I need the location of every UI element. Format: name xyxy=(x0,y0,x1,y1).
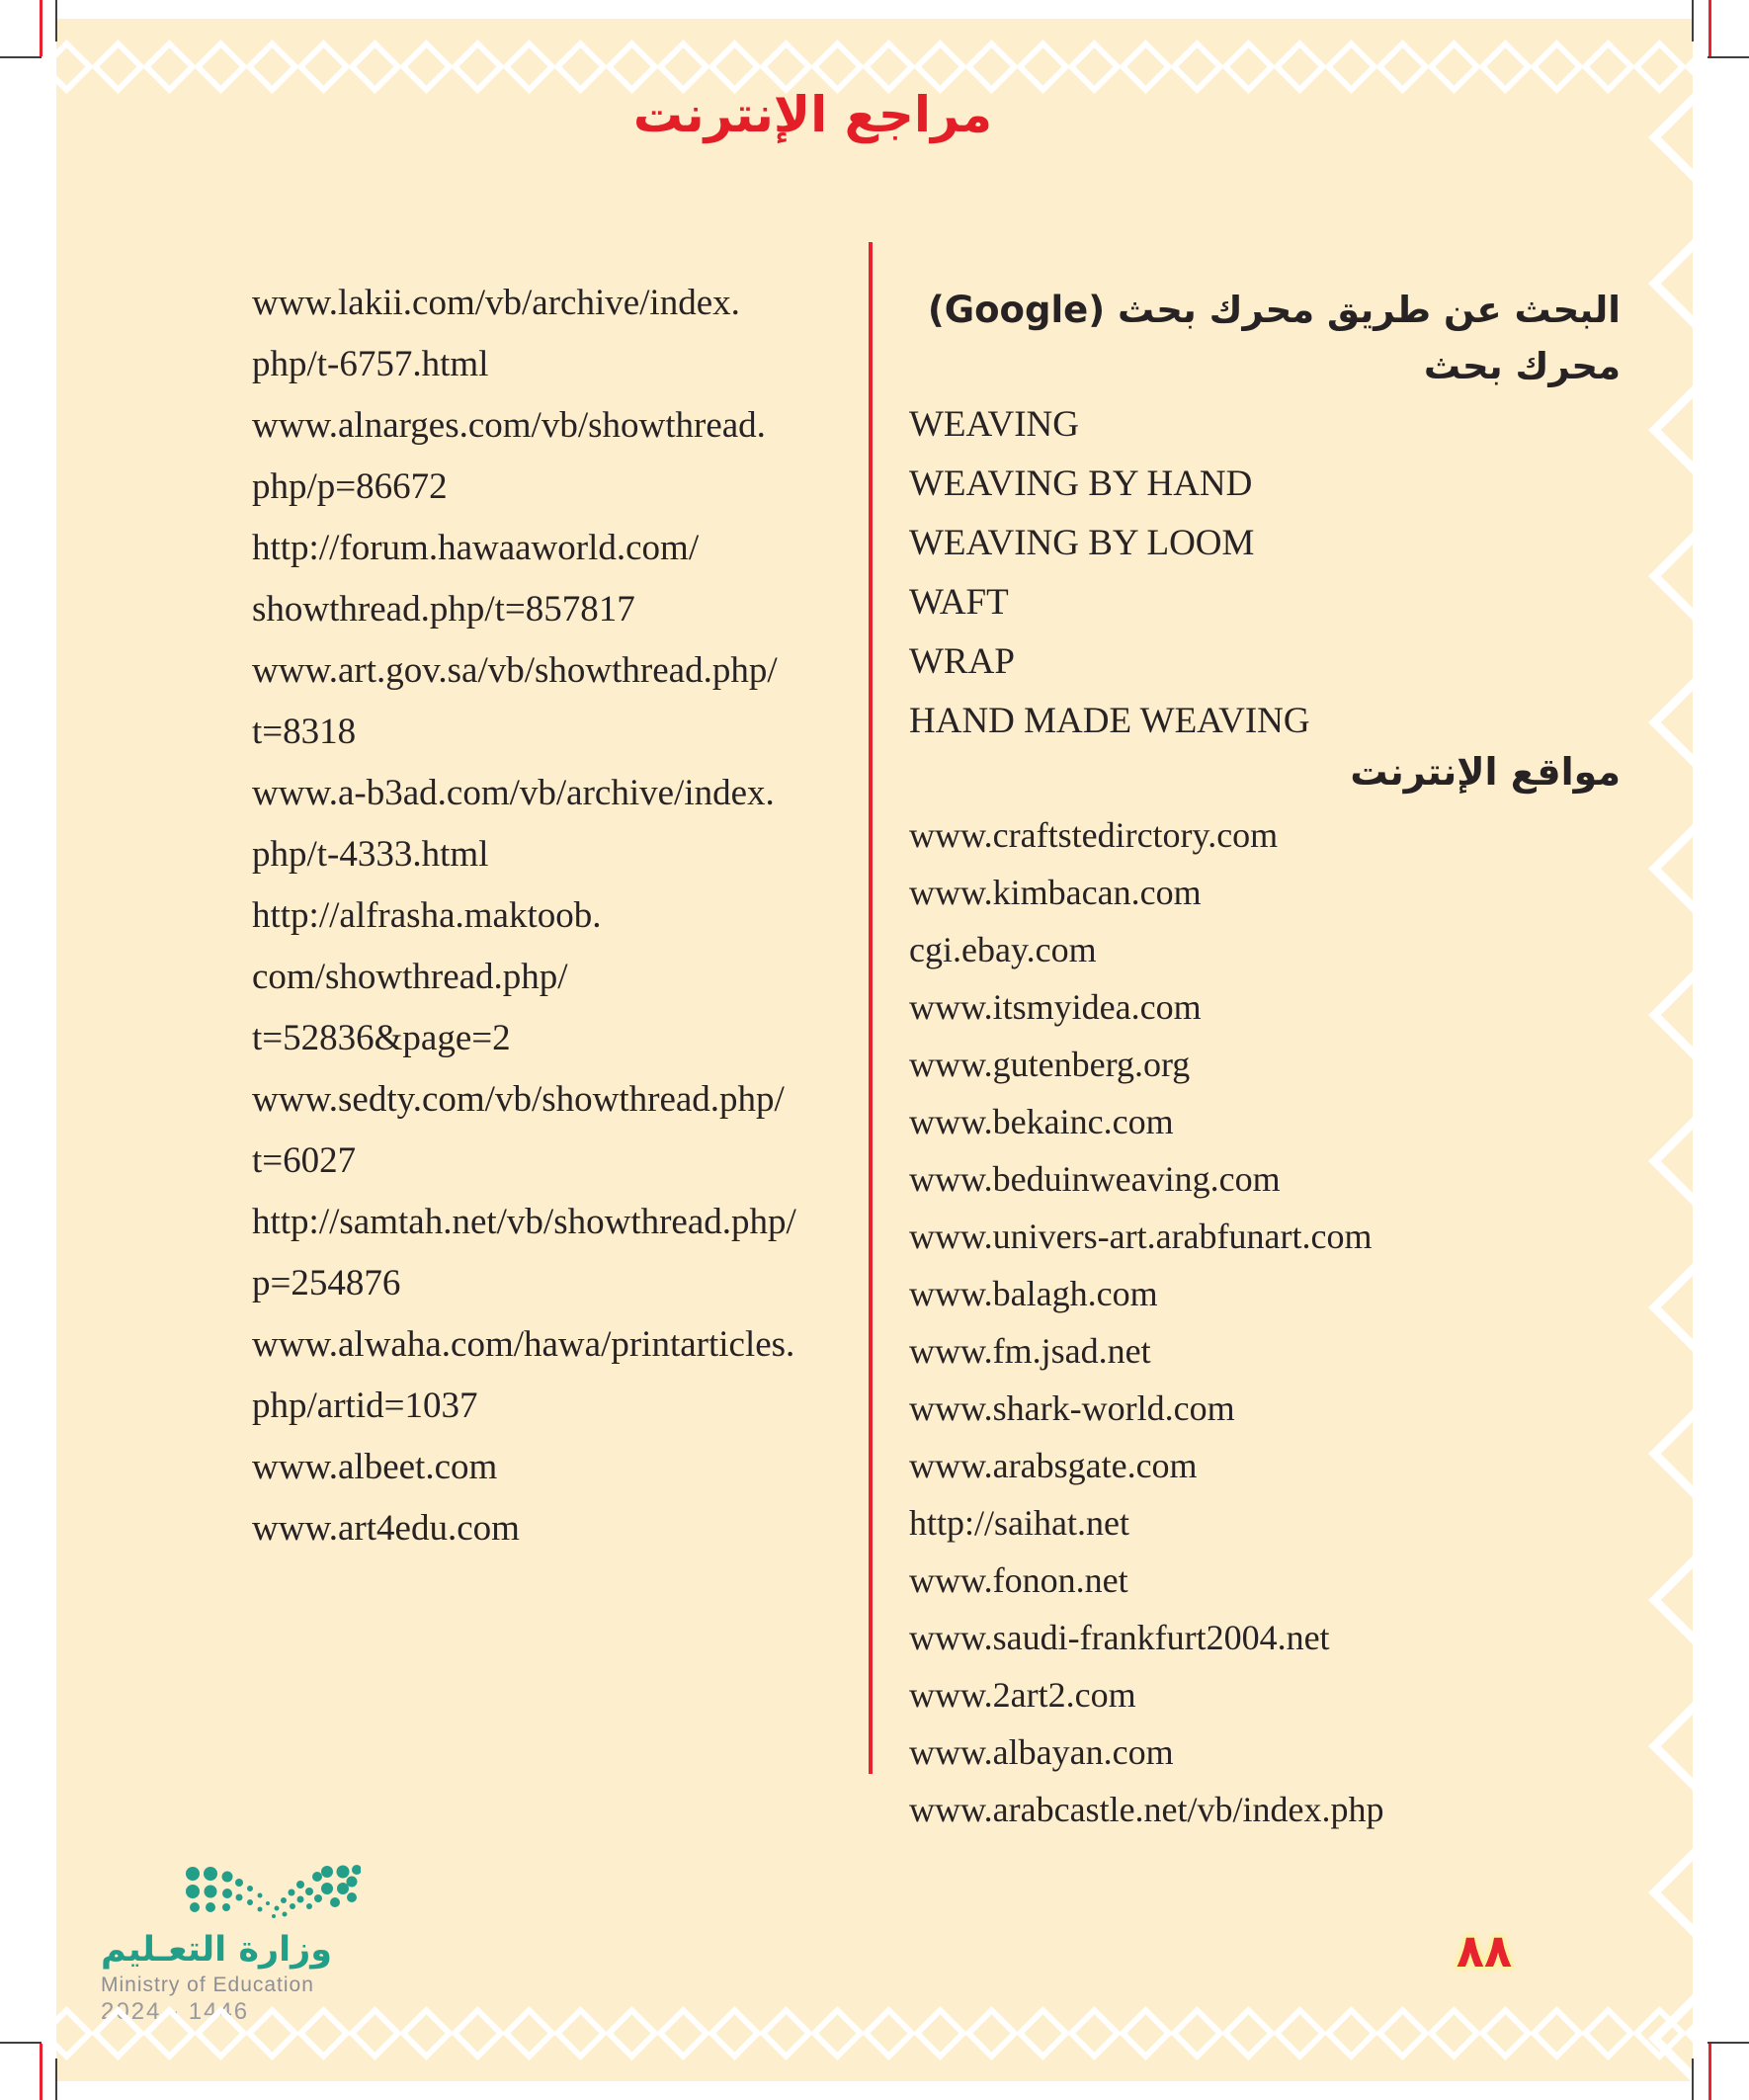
url-text-line: http://forum.hawaaworld.com/ xyxy=(252,528,700,568)
url-text-line: http://samtah.net/vb/showthread.php/ xyxy=(252,1202,796,1242)
site-url: www.2art2.com xyxy=(909,1675,1136,1715)
site-url: cgi.ebay.com xyxy=(909,930,1097,969)
crop-mark xyxy=(0,2042,42,2044)
ministry-logo-arabic-text: وزارة التعـليم xyxy=(101,1930,333,1970)
diamond-border-ornament xyxy=(501,2005,555,2059)
search-terms-list xyxy=(909,395,1640,751)
crop-mark xyxy=(1707,2042,1749,2044)
page-background xyxy=(56,19,1693,2081)
page-number: ٨٨ xyxy=(1456,1924,1513,1977)
diamond-border-ornament xyxy=(1648,210,1693,358)
diamond-border-ornament xyxy=(1323,2005,1377,2059)
diamond-border-ornament xyxy=(347,39,401,93)
search-term: WAFT xyxy=(909,582,1009,623)
diamond-border-ornament xyxy=(295,39,350,93)
search-term: WEAVING BY LOOM xyxy=(909,523,1255,563)
diamond-border-ornament xyxy=(56,39,94,93)
url-text-line: www.lakii.com/vb/archive/index. xyxy=(252,283,740,323)
search-term: WEAVING BY HAND xyxy=(909,463,1253,504)
site-url: www.fonon.net xyxy=(909,1560,1128,1600)
diamond-border-ornament xyxy=(244,39,298,93)
diamond-border-ornament xyxy=(1648,502,1693,650)
url-text-line: php/p=86672 xyxy=(252,466,448,507)
diamond-border-ornament xyxy=(141,39,196,93)
page-title: مراجع الإنترنت xyxy=(632,86,993,143)
diamond-border-ornament xyxy=(707,2005,761,2059)
url-text-line: www.art4edu.com xyxy=(252,1508,520,1549)
diamond-border-ornament xyxy=(1169,2005,1223,2059)
ministry-logo-english-text: Ministry of Education xyxy=(101,1974,314,1996)
site-url: www.saudi-frankfurt2004.net xyxy=(909,1618,1330,1657)
url-text-line: t=8318 xyxy=(252,712,357,752)
search-term: WEAVING xyxy=(909,404,1079,445)
diamond-border-ornament xyxy=(398,39,453,93)
site-url: www.albayan.com xyxy=(909,1732,1174,1772)
diamond-border-ornament xyxy=(1477,2005,1532,2059)
crop-mark xyxy=(55,0,57,42)
crop-mark-red xyxy=(40,0,42,56)
diamond-border-ornament xyxy=(1648,648,1693,797)
crop-mark-red xyxy=(1708,0,1711,56)
diamond-border-ornament xyxy=(1066,2005,1121,2059)
site-url: www.beduinweaving.com xyxy=(909,1159,1281,1199)
search-term: WRAP xyxy=(909,641,1015,682)
search-engine-heading-line1: البحث عن طريق محرك بحث (Google) xyxy=(927,289,1621,331)
url-text-line: showthread.php/t=857817 xyxy=(252,589,635,630)
url-text-line: www.art.gov.sa/vb/showthread.php/ xyxy=(252,650,778,691)
diamond-border-ornament xyxy=(861,2005,915,2059)
site-url: www.shark-world.com xyxy=(909,1388,1235,1428)
url-text-line: php/t-6757.html xyxy=(252,344,489,384)
search-term: HAND MADE WEAVING xyxy=(909,701,1310,741)
url-text-line: t=52836&page=2 xyxy=(252,1018,511,1058)
diamond-border-ornament xyxy=(1648,1818,1693,1967)
diamond-border-ornament xyxy=(1272,39,1326,93)
crop-mark xyxy=(1692,0,1694,42)
diamond-border-ornament xyxy=(1323,39,1377,93)
diamond-border-ornament xyxy=(1648,356,1693,504)
url-text-line: www.a-b3ad.com/vb/archive/index. xyxy=(252,773,775,813)
diamond-border-ornament xyxy=(1374,2005,1429,2059)
site-url: www.gutenberg.org xyxy=(909,1045,1191,1084)
diamond-border-ornament xyxy=(56,2005,94,2059)
site-url: www.univers-art.arabfunart.com xyxy=(909,1217,1373,1256)
site-url: www.fm.jsad.net xyxy=(909,1331,1151,1371)
diamond-border-ornament xyxy=(1426,39,1480,93)
diamond-border-ornament xyxy=(90,39,144,93)
diamond-border-ornament xyxy=(1374,39,1429,93)
site-url: http://saihat.net xyxy=(909,1503,1129,1543)
diamond-border-ornament xyxy=(1477,39,1532,93)
diamond-border-ornament xyxy=(552,2005,607,2059)
diamond-border-ornament xyxy=(1580,39,1634,93)
diamond-border-ornament xyxy=(655,2005,709,2059)
site-url: www.arabsgate.com xyxy=(909,1446,1198,1485)
crop-mark xyxy=(1707,56,1749,58)
diamond-border-ornament xyxy=(1220,39,1275,93)
url-text-line: com/showthread.php/ xyxy=(252,957,568,997)
crop-mark xyxy=(55,2058,57,2100)
crop-mark-red xyxy=(1708,2044,1711,2100)
diamond-border-ornament xyxy=(1169,39,1223,93)
diamond-border-ornament xyxy=(963,2005,1018,2059)
url-text-line: www.alwaha.com/hawa/printarticles. xyxy=(252,1324,795,1365)
diamond-border-ornament xyxy=(809,2005,864,2059)
diamond-border-ornament xyxy=(1631,39,1686,93)
diamond-border-ornament xyxy=(604,2005,658,2059)
ministry-logo-dots-icon xyxy=(183,1863,361,1924)
diamond-border-ornament xyxy=(1683,39,1693,93)
url-text-line: www.sedty.com/vb/showthread.php/ xyxy=(252,1079,785,1120)
search-engine-heading xyxy=(909,282,1621,394)
diamond-border-ornament xyxy=(1529,39,1583,93)
diamond-border-ornament xyxy=(912,2005,966,2059)
url-text-line: php/t-4333.html xyxy=(252,834,489,875)
search-engine-heading-line2: محرك بحث xyxy=(1423,345,1621,387)
crop-mark xyxy=(1692,2058,1694,2100)
internet-sites-list xyxy=(909,806,1660,1838)
diamond-border-ornament xyxy=(398,2005,453,2059)
diamond-border-ornament xyxy=(1580,2005,1634,2059)
site-url: www.kimbacan.com xyxy=(909,873,1202,912)
url-text-line: p=254876 xyxy=(252,1263,401,1303)
site-url: www.craftstedirctory.com xyxy=(909,815,1279,855)
site-url: www.balagh.com xyxy=(909,1274,1158,1313)
url-text-line: www.alnarges.com/vb/showthread. xyxy=(252,405,766,446)
url-text-line: t=6027 xyxy=(252,1140,357,1181)
diamond-border-ornament xyxy=(1272,2005,1326,2059)
diamond-border-ornament xyxy=(193,39,247,93)
crop-mark-red xyxy=(40,2044,42,2100)
internet-sites-heading: مواقع الإنترنت xyxy=(1350,750,1621,794)
site-url: www.itsmyidea.com xyxy=(909,987,1202,1027)
diamond-border-ornament xyxy=(758,2005,812,2059)
ministry-logo-years: 2024 - 1446 xyxy=(101,1998,250,2025)
diamond-border-ornament xyxy=(1220,2005,1275,2059)
diamond-border-ornament xyxy=(1015,2005,1069,2059)
url-text-line: www.albeet.com xyxy=(252,1447,498,1487)
crop-mark xyxy=(0,56,42,58)
url-text-line: http://alfrasha.maktoob. xyxy=(252,895,602,936)
url-text-line: php/artid=1037 xyxy=(252,1386,478,1426)
left-url-column xyxy=(252,273,884,1559)
site-url: www.bekainc.com xyxy=(909,1102,1174,1141)
diamond-border-ornament xyxy=(1529,2005,1583,2059)
diamond-border-ornament xyxy=(450,2005,504,2059)
site-url: www.arabcastle.net/vb/index.php xyxy=(909,1790,1384,1829)
diamond-border-ornament xyxy=(1426,2005,1480,2059)
diamond-border-ornament xyxy=(1118,2005,1172,2059)
